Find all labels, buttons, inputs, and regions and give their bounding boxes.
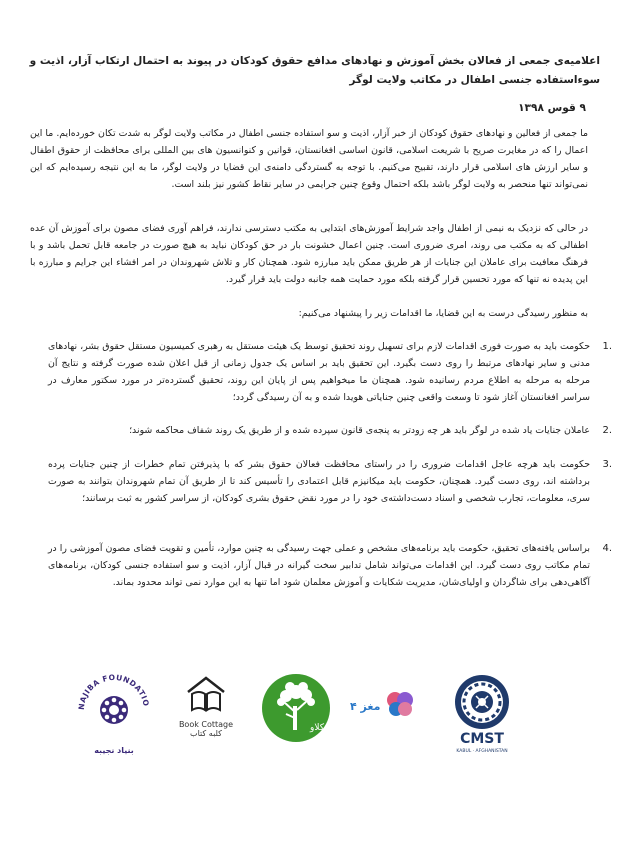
cmst-logo bbox=[442, 672, 522, 760]
list-item-text: براساس یافته‌های تحقیق، حکومت باید برنامه‌های مشخص و عملی جهت رسیدگی به چنین موارد، تأمین و تقویت فضای مصون آموزشی را در تمام مکاتب روی دست گیرد. این اقدامات می‌تواند شامل تدابیر سخت گیرانه در قبال آزار، اذیت و سو استفاده جنسی کودکان، برنامه‌های آگاهی‌دهی برای شاگردان و اولیای‌شان، مدیریت شکایات و آموزش معلمان شود اما تنها به این موارد نمی تواند محدود بماند. bbox=[48, 543, 590, 588]
mafz-text: مغز ۴ bbox=[350, 700, 381, 713]
tree-emblem-icon bbox=[260, 672, 332, 744]
book-cottage-caption-en: Book Cottage bbox=[178, 720, 234, 729]
list-item-text: حکومت باید هرچه عاجل اقدامات ضروری را در راستای محافظت فعالان حقوق بشر که با پذیرفتن تمام خطرات از چنین جنایات پرده برداشته اند، روی دست گیرد. همچنان، حکومت باید میکانیزم قابل اعتمادی را تأسیس کند تا از طریق آن تمام شهروندان بتوانند به صورت سری، معلومات، تجارب شخصی و اسناد دست‌داشته‌ی خود را در مورد نقض حقوق بشری کودکان، از سراسر کشور به ثبت برسانند؛ bbox=[48, 459, 590, 504]
document-title: اعلامیه‌ی جمعی از فعالان بخش آموزش و نهادهای مدافع حقوق کودکان در پیوند به احتمال ارتکاب آزار، اذیت و سوءاستفاده جنسی اطفال در مکاتب ولایت لوگر bbox=[29, 55, 600, 86]
document-date: ۹ قوس ۱۳۹۸ bbox=[518, 102, 586, 114]
list-item bbox=[48, 456, 612, 507]
list-item bbox=[48, 422, 612, 439]
book-house-icon bbox=[174, 672, 238, 716]
cmst-gear-icon bbox=[442, 672, 522, 756]
list-item-text: عاملان جنایات یاد شده در لوگر باید هر چه زودتر به پنجه‌ی قانون سپرده شده و از طریق یک روند شفاف محاکمه شوند؛ bbox=[129, 425, 590, 436]
list-item-text: حکومت باید به صورت فوری اقدامات لازم برای تسهیل روند تحقیق توسط یک هیئت مستقل به رهبری کمیسیون مستقل حقوق بشر، نهادهای مدنی و سایر نهادهای مرتبط را روی دست بگیرد. این تحقیق باید بر اساس یک جدول زمانی از قبل اعلان شده صورت گرفته و نتایج آن مرحله به مرحله به اطلاع مردم رسانیده شود. همچنان ما میخواهیم پس از پایان این روند، تحقیق گسترده‌تر در مورد سکتور معارف در سراسر افغانستان آغاز شود تا وسعت واقعی چنین جنایاتی هویدا شده و به آن رسیدگی گردد؛ bbox=[48, 341, 590, 403]
najiba-emblem-icon bbox=[70, 672, 158, 742]
brain-icon bbox=[348, 672, 422, 732]
najiba-ring-text: NAJIBA FOUNDATIO bbox=[76, 672, 151, 711]
paragraph-intro: ما جمعی از فعالین و نهادهای حقوق کودکان از خبر آزار، اذیت و سو استفاده جنسی اطفال در مکاتب ولایت لوگر به شدت تکان خورده‌ایم. ما این اعمال را که در مغایرت صریح با شریعت اسلامی، قانون اساسی افغانستان، قوانین و کنوانسیون های بین المللی برای محافظت از حقوق اطفال و سایر ارزش های اسلامی قرار دارند، تقبیح می‌کنیم. با توجه به گستردگی دامنه‌ی این قضایا در ولایت لوگر، ما به این نتیجه رسیده‌ایم که این نمی‌تواند تنها منحصر به ولایت لوگر باشد بلکه احتمال وقوع چنین جرایمی در سایر نقاط کشور نیز بلند است. bbox=[30, 128, 588, 190]
list-item bbox=[48, 338, 612, 406]
list-item-number: 2. bbox=[602, 425, 612, 436]
list-item-number: 4. bbox=[602, 543, 612, 554]
cmst-sub-text: KABUL · AFGHANISTAN bbox=[456, 749, 508, 754]
list-item bbox=[48, 540, 612, 591]
paragraph-context: در حالی که نزدیک به نیمی از اطفال واجد شرایط آموزش‌های ابتدایی به مکتب دسترسی ندارند، فراهم آوری فضای مصون برای آموزش آن عده اطفالی که به مکتب می روند، امری ضروری است. چنین اعمال خشونت بار در حق کودکان نباید به هیچ صورت در جامعه قابل تحمل باشد و با فرهنگ معافیت برای عاملان این جنایات از هر طریق ممکن باید مبارزه شود. همچنان کار و تلاش شهروندان در امر افشاء این جرایم و مبارزه با این پدیده نه تنها که مورد تحسین قرار گرفته بلکه مورد حمایت همه جانبه دولت باید قرار گیرد. bbox=[30, 223, 588, 285]
list-item-number: 3. bbox=[602, 459, 612, 470]
paragraph-proposal-lead: به منظور رسیدگی درست به این قضایا، ما اقدامات زیر را پیشنهاد می‌کنیم: bbox=[298, 308, 588, 319]
green-logo-text: کلاو bbox=[310, 723, 325, 733]
green-tree-logo bbox=[260, 672, 332, 748]
najiba-foundation-logo bbox=[70, 672, 158, 755]
najiba-caption: بنیاد نجیبه bbox=[94, 746, 134, 755]
mafz-logo bbox=[348, 672, 422, 736]
list-item-number: 1. bbox=[602, 341, 612, 352]
book-cottage-caption-fa: کلبه کتاب bbox=[190, 729, 222, 738]
cmst-text: CMST bbox=[460, 731, 504, 747]
book-cottage-logo bbox=[174, 672, 238, 738]
partner-logos bbox=[70, 672, 564, 762]
